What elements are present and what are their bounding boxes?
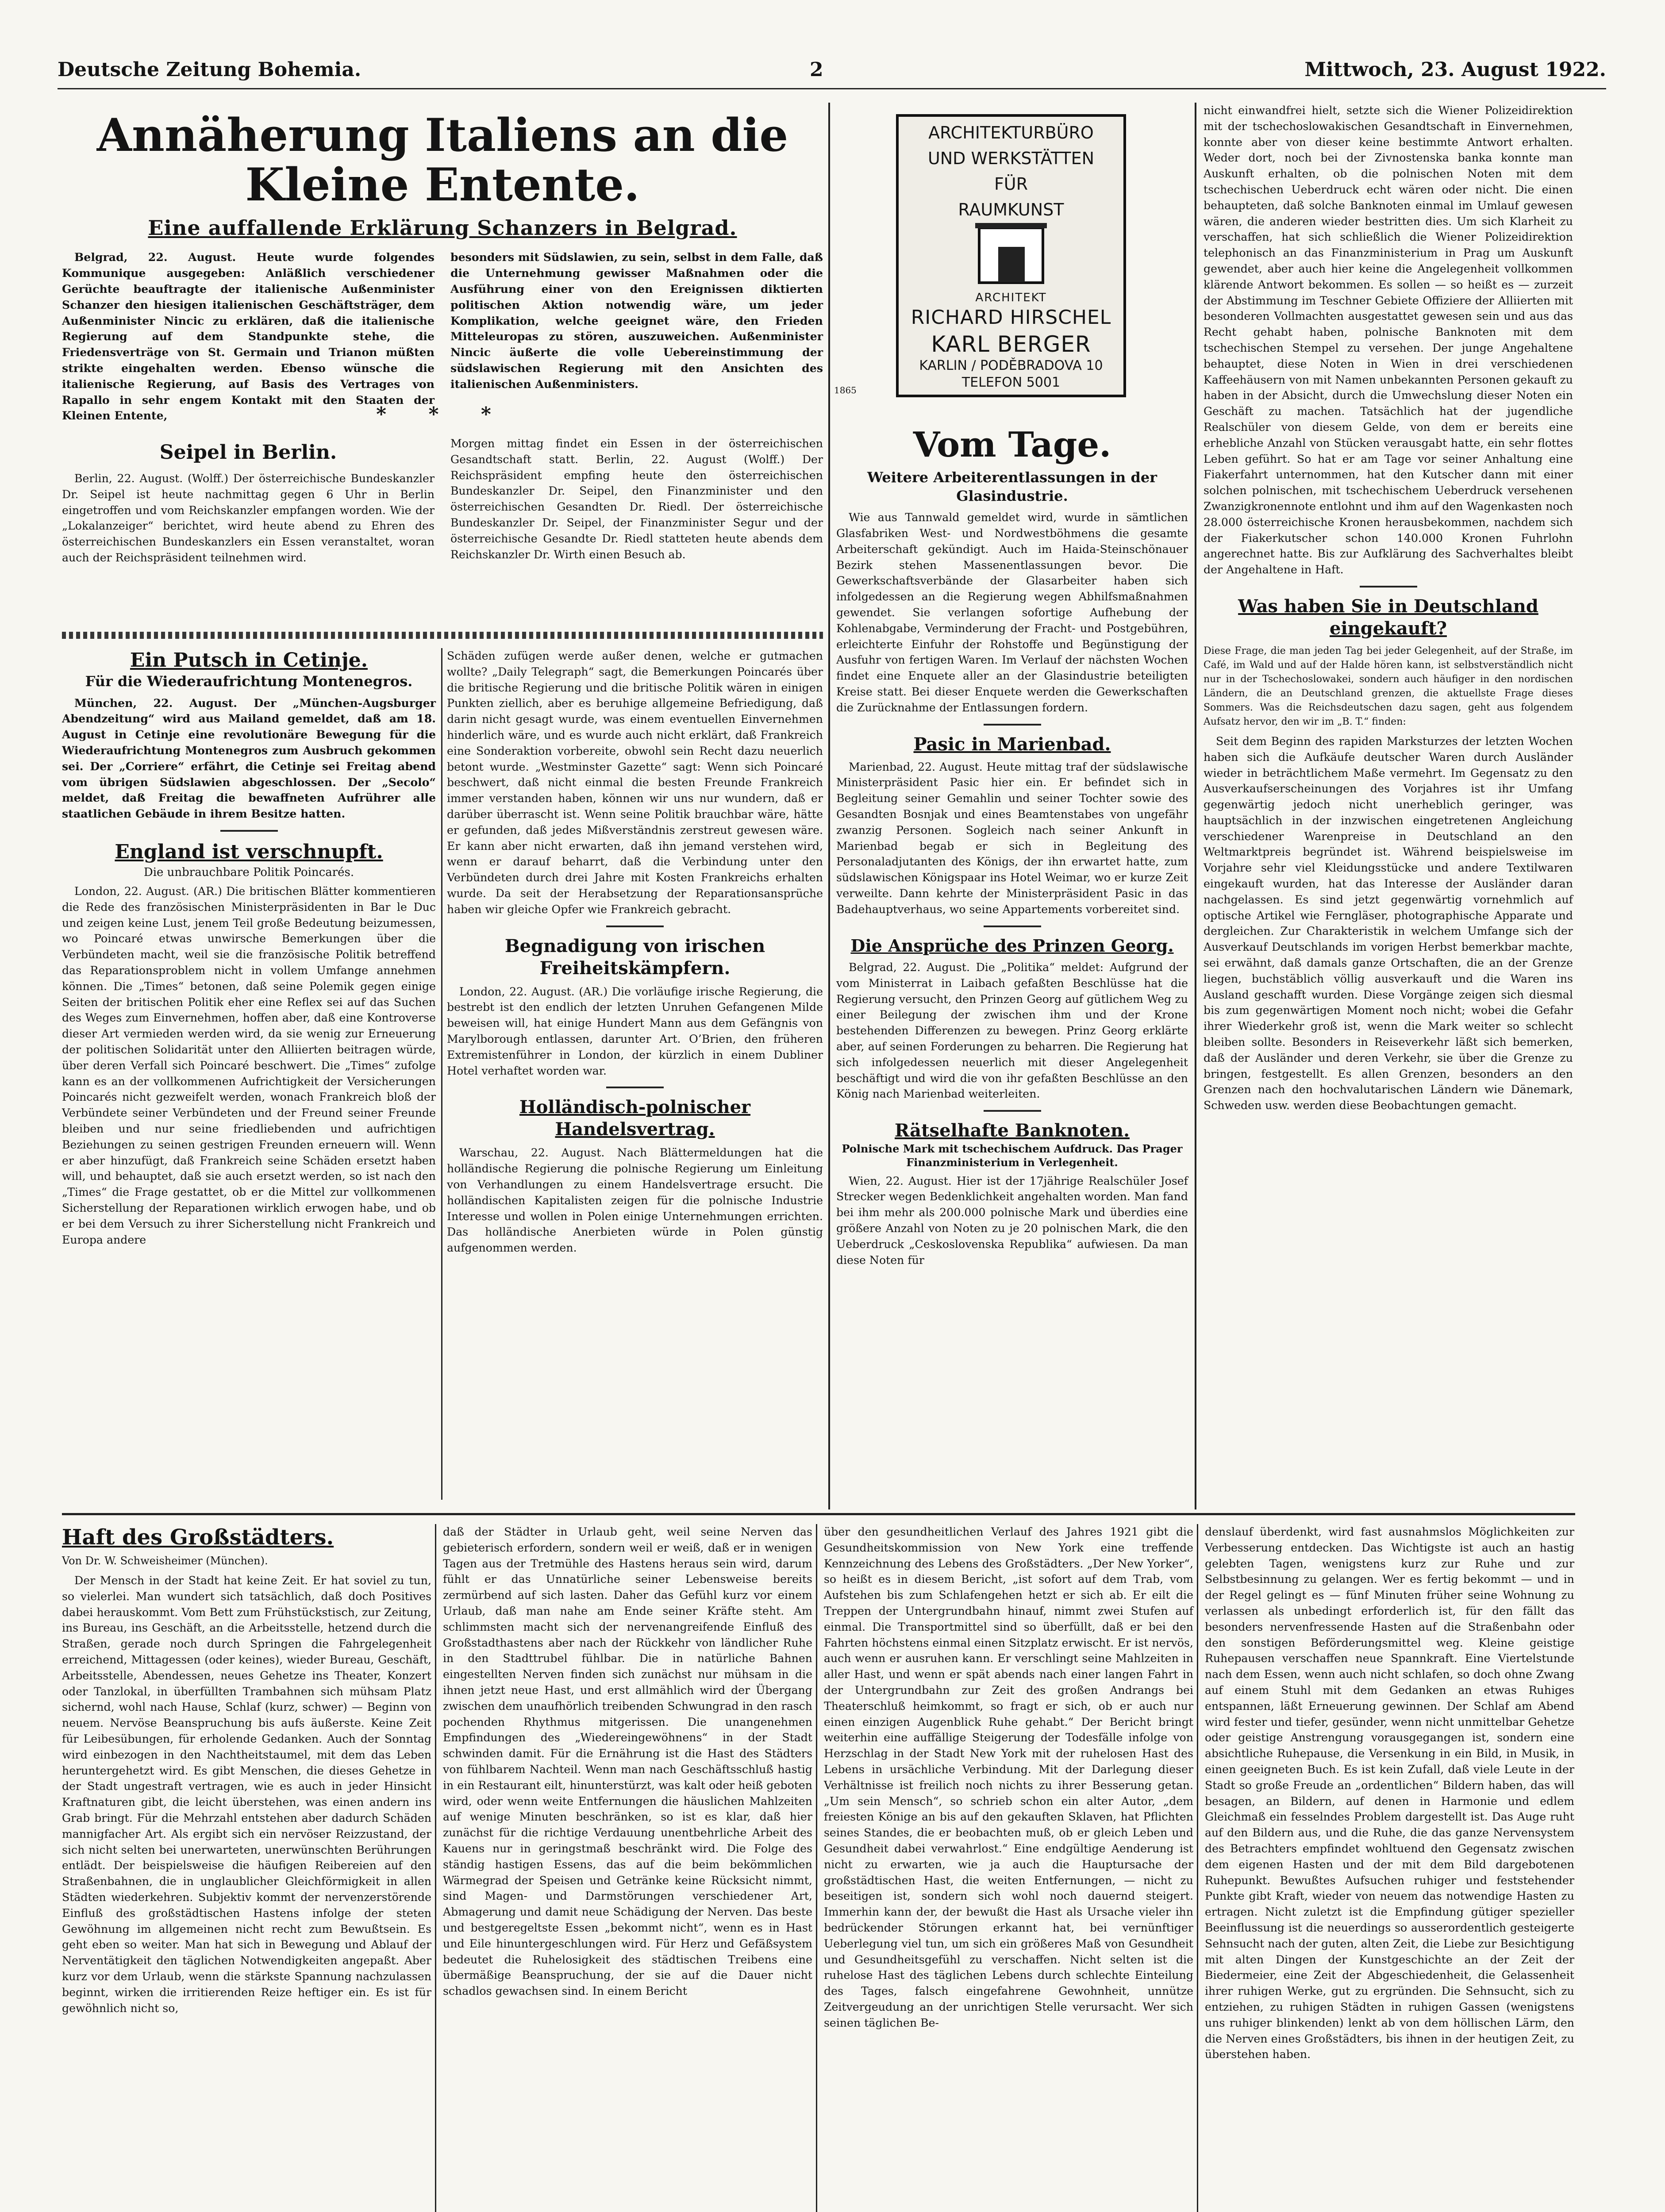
ad-line-1: ARCHITEKTURBÜRO [928,123,1094,142]
column-2-middle [447,648,823,1500]
column-rule [816,1524,817,2212]
england-continued: Schäden zufügen werde außer denen, welche er gutmachen wollte? „Daily Telegraph“ sagt, die Bemerkungen Poincarés über die britische Regierung und die britische Politik wären in einigen Punkten ziellich, aber es beruhige allgemeine Befriedigung, daß darin nicht gesagt wurde, was einem eventuellen Einvernehmen hinderlich wäre, und es wurde auch nicht erklärt, daß Frankreich eine Sonderaktion vorbereite, obwohl sein Recht dazu neuerlich betont wurde. „Westminster Gazette“ sagt: Wenn sich Poincaré beschwert, daß nicht einmal die besten Freunde Frankreich immer verstanden haben, können wir uns nur wundern, daß er darüber überrascht ist. Wenn seine Politik brauchbar wäre, hätte er gefunden, daß jedes Mißverständnis zerstreut gewesen wäre. Er kann aber nicht erwarten, daß ihn jemand verstehen wird, wenn er darauf beharrt, daß die Verbindung unter den Verbündeten durch drei Jahre mit Kosten Frankreichs erhalten wurde. Da seit der Herabsetzung der Reparationsansprüche haben wir gleiche Opfer wie Frankreich gebracht. [447,649,823,916]
wavy-divider [62,632,823,639]
feuilleton-rule [62,1513,1575,1515]
architect-advertisement [896,114,1126,397]
column-4 [1204,103,1573,1501]
page-header [58,54,1606,89]
gross-column-3: über den gesundheitlichen Verlauf des Jahres 1921 gibt die Gesundheitskommission von New York eine treffende Kennzeichnung des Lebens des Großstädters. „Der New Yorker“, so heißt es in diesem Bericht, „ist sofort auf dem Trab, vom Aufstehen bis zum Schlafengehen hetzt er sich ab. Er eilt die Treppen der Untergrundbahn hinauf, nimmt zwei Stufen auf einmal. Die Transportmittel sind so überfüllt, daß er bei den Fahrten höchstens einmal einen Sitzplatz erwischt. Er ist nervös, auch wenn er ausruhen kann. Er verschlingt seine Mahlzeiten in aller Hast, und wenn er spät abends nach einer langen Fahrt in der Untergrundbahn zur Zeit des großen Andrangs bei Theaterschluß heimkommt, so fragt er sich, ob er auch nur einen einzigen Augenblick Ruhe gehabt.“ Der Bericht bringt weiterhin eine auffällige Steigerung der Todesfälle infolge von Herzschlag in der Stadt New York mit der ruhelosen Hast des Lebens in ursächliche Verbindung. Mit der Darlegung dieser Verhältnisse ist freilich noch nichts zu ihrer Besserung getan. „Um sein Mensch“, so schrieb schon ein alter Autor, „dem freiesten Könige an bis auf den gekauften Sklaven, hat Pflichten seines Standes, die er beobachten muß, ob er gleich Leben und Gesundheit dabei verwahrlost.“ Eine endgültige Aenderung ist nicht zu erwarten, wie ja auch die Hauptursache der großstädtischen Hast, die weiten Entfernungen, — nicht zu beseitigen ist, sondern sich wohl noch dauernd steigert. Immerhin kann der, der bewußt die Hast als Ursache vieler ihn bedrückender Störungen erkannt hat, bei vernünftiger Ueberlegung viel tun, um sich ein größeres Maß von Gesundheit und Gesundheitsgefühl zu verschaffen. Nicht selten ist die ruhelose Hast des täglichen Lebens durch schlechte Einteilung des Tages, falsch eingefahrene Gewohnheit, unnütze Zeitvergeudung an der unrichtigen Stelle verursacht. Wer sich seinen täglichen Be- [824,1525,1193,2029]
tage-subheadline-2: Pasic in Marienbad. [913,733,1111,755]
lead-article [62,109,823,422]
banknotes-continued: nicht einwandfrei hielt, setzte sich die Wiener Polizeidirektion mit der tschechoslowakischen Gesandtschaft in Einvernehmen, konnte aber von dieser keine bestimmte Antwort erhalten. Weder dort, noch bei der Zivnostenska banka konnte man Auskunft erhalten, ob die polnischen Noten mit dem tschechischen Ueberdruck echt wären oder nicht. Die einen behaupteten, daß solche Banknoten einmal im Umlauf gewesen wären, die anderen wieder bestritten dies. Um sich Klarheit zu verschaffen, hat sich schließlich die Wiener Polizeidirektion telephonisch an das Finanzministerium in Prag um Auskunft gewendet, aber auch hier keine die Angelegenheit vollkommen klärende Antwort bekommen. Es sollen — so heißt es — zurzeit der Abstimmung im Teschner Gebiete Offiziere der Alliierten mit besonderen Vollmachten ausgestattet gewesen sein und aus das Recht gehabt haben, polnische Banknoten mit dem tschechischen Stempel zu versehen. Der junge Angehaltene behauptet, diese Noten in Wien in drei verschiedenen Kaffeehäusern von mit Namen unbekannten Personen gekauft zu haben in der Absicht, durch die Umwechslung dieser Noten ein Geschäft zu machen. Tatsächlich hat der jugendliche Realschüler von diesem Gelde, von dem er bereits eine erhebliche Anzahl von Stücken verausgabt hatte, ein sehr flottes Leben geführt. So hat er am Tage vor seiner Anhaltung eine Fiakerfahrt unternommen, hat den Kutscher dann mit einer solchen polnischen, mit tschechischem Ueberdruck versehenen Zwanzigkronennote entlohnt und ihm auf den Wagenkasten noch 28.000 österreichische Kronen herausbekommen, nachdem sich der Fiakerkutscher schon 140.000 Kronen Fuhrlohn angerechnet hatte. Bis zur Aufklärung des Sachverhaltes bleibt der Angehaltene in Haft. [1204,104,1573,576]
lead-column-2: besonders mit Südslawien, zu sein, selbst in dem Falle, daß die Unternehmung gewisser Maßnahmen oder die Ausführung einer von den Ereignissen diktierten politischen Aktion notwendig wäre, um jeder Komplikation, welche geeignet wäre, den Frieden Mitteleuropas zu stören, auszuweichen. Außenminister Nincic äußerte die volle Uebereinstimmung der südslawischen Regierung mit den Ansichten des italienischen Außenministers. [450,250,823,391]
tage-text-3: Belgrad, 22. August. Die „Politika“ meldet: Aufgrund der vom Ministerrat in Laibach gefaßten Beschlüsse hat die Regierung versucht, den Prinzen Georg auf gütlichem Weg zu einer Beilegung der zwischen ihm und der Krone bestehenden Differenzen zu bewegen. Prinz Georg erklärte aber, auf seinen Forderungen zu beharren. Die Regierung hat sich infolgedessen neuerlich mit dieser Angelegenheit beschäftigt und wird die von ihr gefaßten Beschlüsse an den König nach Marienbad weiterleiten. [836,961,1188,1101]
tage-text-4: Wien, 22. August. Hier ist der 17jährige Realschüler Josef Strecker wegen Bedenklichkeit angehalten worden. Man fand bei ihm mehr als 200.000 polnische Mark und überdies eine größere Anzahl von Noten zu je 20 polnischen Mark, die den Ueberdruck „Ceskoslovenska Republika“ aufwiesen. Da man diese Noten für [836,1174,1188,1267]
tage-text-1: Wie aus Tannwald gemeldet wird, wurde in sämtlichen Glasfabriken West- und Nordwestböhmens die gesamte Arbeiterschaft gekündigt. Auch im Haida-Steinschönauer Bezirk stehen Massenentlassungen bevor. Die Gewerkschaftsverbände der Glasarbeiter haben sich infolgedessen an die Regierung wegen Abhilfsmaßnahmen gewendet. Sie verlangen sofortige Aufhebung der Kohlenabgabe, Verminderung der Fracht- und Postgebühren, erleichterte Einfuhr der Rohstoffe und Begünstigung der Ausfuhr von fertigen Waren. Im Verlauf der nächsten Wochen findet eine Enquete aller an der Glasindustrie beteiligten Kreise statt. Bei dieser Enquete werden die Gewerkschaften die Zurücknahme der Entlassungen fordern. [836,511,1188,714]
england-headline: England ist verschnupft. [115,840,383,863]
holland-text: Warschau, 22. August. Nach Blättermeldungen hat die holländische Regierung die polnische Regierung um Einleitung von Verhandlungen zu einem Handelsvertrage ersucht. Die holländischen Kapitalisten zeigen für die polnische Industrie Interesse und wollen in Polen einige Unternehmungen errichten. Das holländische Anerbieten würde in Polen günstig aufgenommen werden. [447,1146,823,1255]
ad-phone: TELEFON 5001 [961,375,1061,390]
tage-subheadline-3: Die Ansprüche des Prinzen Georg. [850,935,1174,956]
section-stars: * * * [376,403,509,426]
seipel-column-1: Berlin, 22. August. (Wolff.) Der österreichische Bundeskanzler Dr. Seipel ist heute nachmittag gegen 6 Uhr in Berlin eingetroffen und vom Reichskanzler empfangen worden. Wie der „Lokalanzeiger“ berichtet, wird heute abend zu Ehren des österreichischen Bundeskanzlers ein Essen veranstaltet, woran auch der Reichspräsident teilnehmen wird. [62,472,435,564]
putsch-headline: Ein Putsch in Cetinje. [130,649,368,672]
tage-headline: Vom Tage. [913,425,1111,465]
seipel-article [62,436,823,630]
tage-subheadline-1: Weitere Arbeiterentlassungen in der Glasindustrie. [867,469,1157,504]
fireplace-illustration [978,227,1044,284]
tage-text-2: Marienbad, 22. August. Heute mittag traf der südslawische Ministerpräsident Pasic hier ein. Er befindet sich in Begleitung seiner Gemahlin und seiner Tochter sowie des Gesandten Bosnjak und eines Beamtenstabes von ungefähr zwanzig Personen. Sogleich nach seiner Ankunft in Marienbad begab er sich in Begleitung des Personaladjutanten des Königs, der ihn erwartet hatte, zum südslawischen Königspaar ins Hotel Weimar, wo er kurze Zeit verweilte. Dann kehrte der Ministerpräsident Pasic in das Badehauptverhaus, wo seine Appartements vorbereitet sind. [836,760,1188,916]
column-1-middle [62,648,436,1500]
ad-label: ARCHITEKT [975,291,1047,304]
deutschland-text: Seit dem Beginn des rapiden Marksturzes der letzten Wochen haben sich die Aufkäufe deutscher Waren durch Ausländer wieder in beträchtlichem Maße vermehrt. Im Gegensatz zu den Ausverkaufserscheinungen des Vorjahres ist ihr Umfang gegenwärtig jedoch nicht unerheblich geringer, was hauptsächlich in der inzwischen eingetretenen Angleichung verschiedener Warenpreise in Deutschland an den Weltmarktpreis begründet ist. Während beispielsweise im Vorjahre sehr viel Kleidungsstücke und andere Textilwaren eingekauft wurden, hat das Interesse der Ausländer daran nachgelassen. Es sind jetzt gegenwärtig vornehmlich auf optische Artikel wie Ferngläser, photographische Apparate und dergleichen. Zur Charakteristik in welchem Umfange sich der Ausverkauf Deutschlands im vorigen Herbst bemerkbar machte, sei erwähnt, daß damals ganze Ortschaften, die an der Grenze liegen, buchstäblich völlig ausverkauft und die Waren ins Ausland geschafft wurden. Diese Vorgänge zeigen sich diesmal bis zum gegenwärtigen Moment noch nicht; wobei die Gefahr ihrer Wiederkehr groß ist, wenn die Mark weiter so schlecht bleiben sollte. Besonders in Reiseverkehr läßt sich bemerken, daß der Ausländer und deren Verkehr, sie über die Grenze zu bringen, festgestellt. Es allen Grenzen, besonders an den Grenzen nach den hochvalutarischen Ländern wie Dänemark, Schweden usw. werden diese Beobachtungen gemacht. [1204,734,1573,1112]
irish-headline: Begnadigung von irischen Freiheitskämpfern. [504,935,765,979]
ad-line-4: RAUMKUNST [958,200,1064,219]
gross-column-4: denslauf überdenkt, wird fast ausnahmslos Möglichkeiten zur Verbesserung entdecken. Das Wichtigste ist auch an hastig gelebten Tagen, wenigstens kurz zur Ruhe und zur Selbstbesinnung zu gelangen. Wer es fertig bekommt — und in der Regel gelingt es — fünf Minuten früher seine Wohnung zu verlassen als unbedingt erforderlich ist, für den fällt das besonders nervenfressende Hasten auf die Straßenbahn oder den sonstigen Beförderungsmittel weg. Kleine geistige Ruhepausen verschaffen neue Spannkraft. Eine Viertelstunde nach dem Essen, wenn auch nicht schlafen, so doch ohne Zwang auf einem Stuhl mit dem Gedanken an etwas Ruhiges entspannen, läßt Erneuerung gewinnen. Der Schlaf am Abend wird fester und tiefer, gesünder, wenn nicht unmittelbar Gehetze oder geistige Anstrengung vorausgegangen ist, sondern eine absichtliche Ruhepause, die Versenkung in ein Bild, in Musik, in einen geeigneten Buch. Es ist kein Zufall, daß viele Leute in der Stadt so große Freude an „ordentlichen“ Bildern haben, das will besagen, an Bildern, auf denen in Harmonie und edlem Gleichmaß ein fesselndes Problem dargestellt ist. Das Auge ruht auf den Bildern aus, und die Ruhe, die das ganze Nervensystem des Betrachters empfindet wohltuend den Gegensatz zwischen dem eigenen Hasten und der mit dem Bild dargebotenen Ruhepunkt. Bewußtes Aufsuchen ruhiger und feststehender Punkte gibt Kraft, wieder von neuem das notwendige Hasten zu ertragen. Nicht zuletzt ist die Empfindung gütiger spezieller Beeinflussung ist die neuerdings so ausserordentlich gesteigerte Sehnsucht nach der guten, alten Zeit, die Liebe zur Besichtigung mit alten Dingen der Kunstgeschichte an der Zeit der Biedermeier, eine Zeit der Abgeschiedenheit, die Gelassenheit ihrer ruhigen Werke, gut zu ergründen. Die Sehnsucht, sich zu entziehen, zu ruhigen Städten in ruhigen Gassen (wenigstens uns ruhiger blinkenden) lenkt ab von dem höllischen Lärm, den die Nerven eines Großstädters, bis ihnen in der heutigen Zeit, zu überstehen haben. [1205,1525,1574,2061]
column-rule [828,103,830,1509]
tage-subheadline-4b: Polnische Mark mit tschechischem Aufdruck. Das Prager Finanzministerium in Verlegenheit. [842,1142,1183,1169]
ad-line-3: FÜR [994,174,1028,194]
lead-subheadline: Eine auffallende Erklärung Schanzers in Belgrad. [148,216,737,240]
deutschland-headline: Was haben Sie in Deutschland eingekauft? [1238,595,1538,639]
seipel-headline: Seipel in Berlin. [159,441,337,464]
ad-number: 1865 [834,385,857,396]
lead-column-1: Belgrad, 22. August. Heute wurde folgendes Kommunique ausgegeben: Anläßlich verschiedener Gerüchte beauftragte der italienische Außenminister Schanzer den hiesigen italienischen Geschäftsträger, dem Außenminister Nincic zu erklären, daß die italienische Regierung auf dem Standpunkte stehe, die Friedensverträge von St. Germain und Trianon müßten strikte eingehalten werden. Ebenso wünsche die italienische Regierung, auf Basis des Vertrages von Rapallo in sehr engem Kontakt mit den Staaten der Kleinen Entente, [62,250,435,422]
gross-headline: Haft des Großstädters. [62,1525,334,1550]
england-subheadline: Die unbrauchbare Politik Poincarés. [143,865,354,879]
england-text: London, 22. August. (AR.) Die britischen Blätter kommentieren die Rede des französischen Ministerpräsidenten in Bar le Duc und zeigen keine Lust, jenem Teil große Bedeutung beizumessen, wo Poincaré etwas unwirsche Bemerkungen über die Verbündeten macht, weil sie die französische Politik betreffend das Reparationsproblem nicht in vollem Umfange annehmen können. Die „Times“ betonen, daß seine Polemik gegen einige Seiten der britischen Politik eher eine Reflex sei auf das Suchen des Weges zum Einvernehmen, hoffen aber, daß eine Kontroverse dieser Art vermieden werden wird, da sie wenig zur Erneuerung der politischen Solidarität unter den Alliierten beitragen würde, über deren Verfall sich Poincaré beschwert. Die „Times“ zufolge kann es an der vollkommenen Aufrichtigkeit der Versicherungen Poincarés nicht gezweifelt werden, wonach Frankreich bloß der Verbündete seiner Verbündeten und der Freund seiner Freunde bleiben und nur seine friedliebenden und aufrichtigen Beziehungen zu seinen gestrigen Freunden erneuern will. Wenn er aber hinzufügt, daß Frankreich seine Schäden ersetzt haben will, und behauptet, daß sie auch ersetzt werden, so ist nach den „Times“ die Frage gestattet, ob er die Mittel zur vollkommenen Sicherstellung der Reparationen wirklich erwogen habe, und ob er bei dem Versuch zu ihrer Sicherstellung nicht Frankreich und Europa andere [62,884,436,1246]
newspaper-name: Deutsche Zeitung Bohemia. [58,58,361,81]
issue-date: Mittwoch, 23. August 1922. [1304,58,1606,81]
column-rule [1195,103,1196,1509]
column-rule [435,1524,436,2212]
gross-column-1: Der Mensch in der Stadt hat keine Zeit. Er hat soviel zu tun, so vielerlei. Man wundert sich tatsächlich, daß doch Positives dabei herauskommt. Vom Bett zum Frühstückstisch, zur Zeitung, ins Bureau, ins Geschäft, an die Arbeitsstelle, hetzend durch die Straßen, gerade noch durch Springen die Fahrgelegenheit erreichend, Mittagessen (oder keines), wieder Bureau, Geschäft, Arbeitsstelle, Abendessen, neues Gehetze ins Theater, Konzert oder Tanzlokal, in überfüllten Trambahnen sich mühsam Platz sichernd, wohl nach Hause, Schlaf (kurz, schwer) — Beginn von neuem. Nervöse Beanspruchung bis aufs äußerste. Keine Zeit für Leibesübungen, für erholende Gedanken. Auch der Sonntag wird einbezogen in den Nachtheitstaumel, mit dem das Leben heruntergehetzt wird. Es gibt Menschen, die dieses Gehetze in der Stadt ungestraft vertragen, wie es auch in jeder Hinsicht Kraftnaturen gibt, die leicht überstehen, was einen andern ins Grab bringt. Für die Mehrzahl entstehen aber dadurch Schäden mannigfacher Art. Als ergibt sich ein nervöser Reizzustand, der sich nicht selten bei unerwarteten, unerwünschten Berührungen entlädt. Der beispielsweise die häufigen Reibereien auf den Straßenbahnen, die in unglaublicher Gleichförmigkeit in allen Städten wiederkehren. Subjektiv kommt der nervenzerstörende Einfluß des großstädtischen Hastens infolge der steten Gewöhnung im allgemeinen nicht recht zum Bewußtsein. Es geht eben so weiter. Man hat sich in Bewegung und Ablauf der Nerventätigkeit den täglichen Notwendigkeiten angepaßt. Aber kurz vor dem Urlaub, wenn die stärkste Spannung nachzulassen beginnt, wirken die irritierenden Reize heftiger ein. Es ist für gewöhnlich nicht so, [62,1574,431,2015]
seipel-column-2: Morgen mittag findet ein Essen in der österreichischen Gesandtschaft statt. Berlin, 22. August (Wolff.) Der Reichspräsident empfing heute den österreichischen Bundeskanzler Dr. Seipel, den Finanzminister und den österreichischen Gesandten Dr. Riedl. Der österreichische Bundeskanzler Dr. Seipel, der Finanzminister Segur und der österreichische Gesandte Dr. Riedl statteten heute abends dem Reichskanzler Dr. Wirth einen Besuch ab. [450,437,823,561]
gross-author: Von Dr. W. Schweisheimer (München). [62,1555,268,1567]
feuilleton [62,1524,1575,2212]
gross-column-2: daß der Städter in Urlaub geht, weil seine Nerven das gebieterisch erfordern, sondern weil er weiß, daß er in wenigen Tagen aus der Tretmühle des Hastens heraus sein wird, darum fühlt er das Unnatürliche seiner Lebensweise bereits zermürbend auf sich lasten. Daher das Gefühl kurz vor einem Urlaub, daß man nahe am Ende seiner Kräfte steht. Am schlimmsten macht sich der nervenangreifende Einfluß des Großstadthastens aber nach der Rückkehr von ländlicher Ruhe in den Stadttrubel fühlbar. Die in natürliche Bahnen eingestellten Nerven finden sich zunächst nur mühsam in die ihnen jetzt neue Hast, und erst allmählich wird der Übergang zwischen dem unaufhörlich treibenden Schwungrad in den rasch pochenden Rhythmus mitgerissen. Die unangenehmen Empfindungen des „Wiedereingewöhnens“ in der Stadt schwinden damit. Für die Ernährung ist die Hast des Städters von fühlbarem Nachteil. Wenn man nach Geschäftsschluß hastig in ein Restaurant eilt, hinunterstürzt, was kalt oder heiß geboten wird, oder wenn weite Entfernungen die häuslichen Mahlzeiten auf wenige Minuten beschränken, so ist es klar, daß hier zunächst für die richtige Verdauung unentbehrliche Arbeit des Kauens nur in geringstmaß beschränkt wird. Die Folge des ständig hastigen Essens, das auf die beim bekömmlichen Wärmegrad der Speisen und Getränke keine Rücksicht nimmt, sind Magen- und Darmstörungen verschiedener Art, Abmagerung und damit neue Schädigung der Nerven. Das beste und bestgeregeltste Essen „bekommt nicht“, wenn es in Hast und Eile hinuntergeschlungen wird. Für Herz und Gefäßsystem bedeutet die Ruhelosigkeit des städtischen Treibens eine übermäßige Beanspruchung, der sie auf die Dauer nicht schadlos gewachsen sind. In einem Bericht [443,1525,812,1998]
ad-line-2: UND WERKSTÄTTEN [927,149,1095,168]
tage-subheadline-4: Rätselhafte Banknoten. [895,1120,1130,1141]
deutschland-intro: Diese Frage, die man jeden Tag bei jeder Gelegenheit, auf der Straße, im Café, im Wald und auf der Halde hören kann, ist selbstverständlich nicht nur in der Tschechoslowakei, sondern auch häufiger in den nordischen Ländern, die an Deutschland grenzen, die aktuellste Frage dieses Sommers. Was die Reichsdeutschen dazu sagen, geht aus folgendem Aufsatz hervor, den wir im „B. T.“ finden: [1204,645,1573,727]
putsch-subheadline: Für die Wiederaufrichtung Montenegros. [85,673,413,690]
ad-address: KARLIN / PODĚBRADOVA 10 [919,358,1103,373]
lead-headline: Annäherung Italiens an die Kleine Entente. [96,109,788,212]
page-number: 2 [810,58,823,81]
putsch-text: München, 22. August. Der „München-Augsburger Abendzeitung“ wird aus Mailand gemeldet, daß am 18. August in Cetinje eine revolutionäre Bewegung für die Wiederaufrichtung Montenegros zum Ausbruch gekommen sei. Der „Corriere“ erfährt, die Cetinje sei Freitag abend vom übrigen Südslawien abgeschlossen. Der „Secolo“ meldet, daß Freitag die bewaffneten Aufrührer alle staatlichen Gebäude in ihrem Besitze hatten. [62,696,436,821]
ad-name-1: RICHARD HIRSCHEL [911,306,1111,329]
ad-name-2: KARL BERGER [931,331,1091,357]
column-rule [1197,1524,1198,2212]
column-3 [836,425,1188,1500]
irish-text: London, 22. August. (AR.) Die vorläufige irische Regierung, die bestrebt ist den endlich der letzten Unruhen Gefangenen Milde beweisen will, hat einige Hundert Mann aus dem Gefängnis von Marylborough entlassen, darunter Art. O’Brien, den früheren Extremistenführer in London, der kürzlich in einem Dubliner Hotel verhaftet worden war. [447,985,823,1077]
holland-headline: Holländisch-polnischer Handelsvertrag. [519,1097,751,1140]
column-rule [441,648,442,1500]
